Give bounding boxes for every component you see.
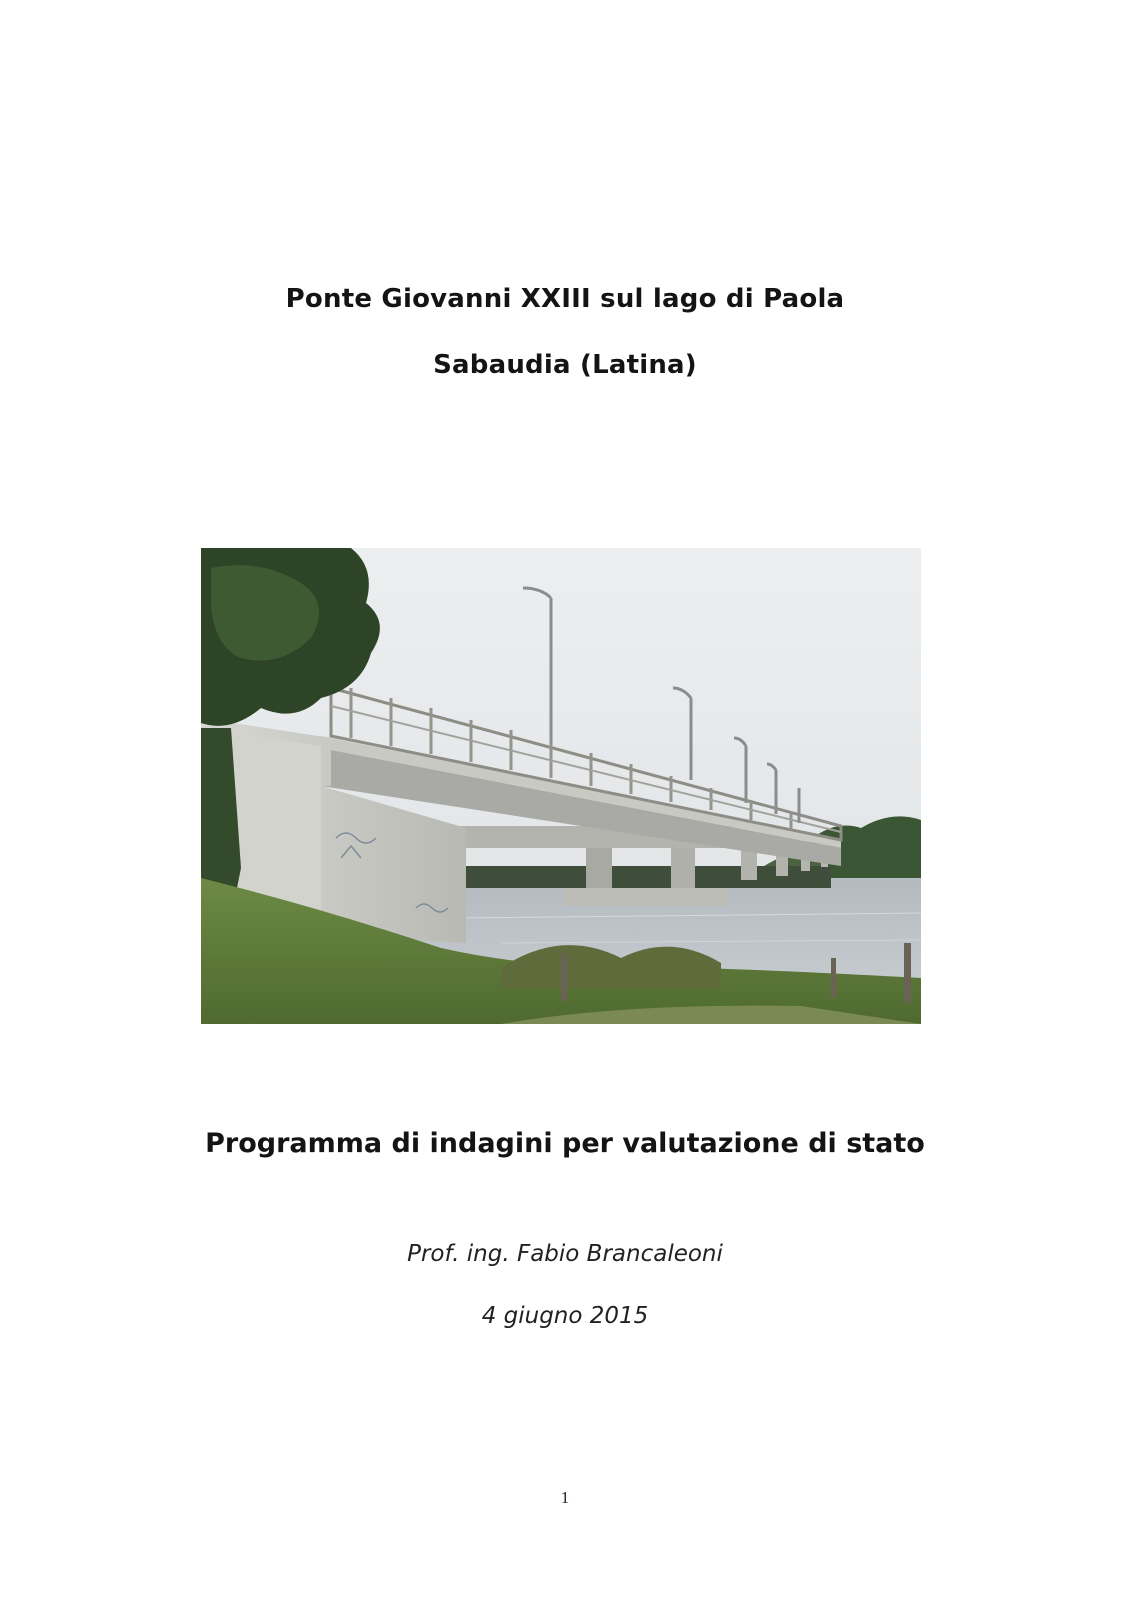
document-title: Ponte Giovanni XXIII sul lago di Paola bbox=[285, 284, 845, 314]
document-location: Sabaudia (Latina) bbox=[433, 350, 697, 380]
page-number: 1 bbox=[560, 1488, 570, 1507]
bridge-photo-illustration bbox=[201, 548, 921, 1024]
document-subtitle: Programma di indagini per valutazione di stato bbox=[205, 1128, 925, 1159]
bridge-photo bbox=[201, 548, 921, 1024]
document-date: 4 giugno 2015 bbox=[481, 1303, 649, 1329]
document-author: Prof. ing. Fabio Brancaleoni bbox=[407, 1241, 723, 1267]
